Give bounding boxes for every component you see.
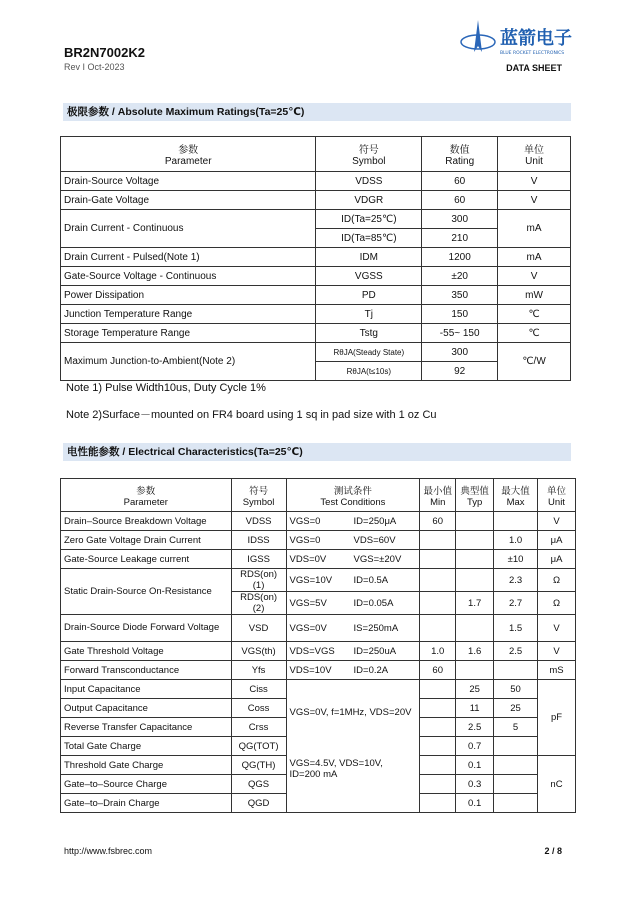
table-row xyxy=(61,512,576,531)
typ-cell xyxy=(456,512,494,531)
symbol-cell: RDS(on)(1) xyxy=(231,569,286,592)
typ-cell xyxy=(456,661,494,680)
param-cell: Static Drain-Source On-Resistance xyxy=(61,569,232,615)
max-cell: 2.3 xyxy=(494,569,538,592)
header-unit-en: Unit xyxy=(548,496,565,508)
symbol-cell: Crss xyxy=(231,718,286,737)
symbol-cell: VDSS xyxy=(316,172,422,191)
param-cell: Power Dissipation xyxy=(61,286,316,305)
table-row xyxy=(61,286,571,305)
condition-cell: VGS=0V, f=1MHz, VDS=20V VGS=4.5V, VDS=10V, ID=200 mA xyxy=(286,680,420,813)
param-cell: Gate Threshold Voltage xyxy=(61,642,232,661)
symbol-cell: RDS(on)(2) xyxy=(231,592,286,615)
header-param-cn: 参数 xyxy=(136,485,156,497)
typ-cell: 25 xyxy=(456,680,494,699)
param-cell: Zero Gate Voltage Drain Current xyxy=(61,531,232,550)
table-row xyxy=(61,615,576,642)
symbol-cell: Coss xyxy=(231,699,286,718)
unit-cell: μA xyxy=(538,550,576,569)
header-typ-cn: 典型值 xyxy=(460,485,489,497)
table-row xyxy=(61,343,571,362)
rating-cell: 1200 xyxy=(422,248,498,267)
table-header-row xyxy=(61,479,576,512)
symbol-cell: Yfs xyxy=(231,661,286,680)
typ-cell xyxy=(456,550,494,569)
condition-cell: VGS=0 ID=250μA xyxy=(286,512,420,531)
symbol-cell: VGS(th) xyxy=(231,642,286,661)
table-row xyxy=(61,661,576,680)
table-header-row xyxy=(61,137,571,172)
max-cell: 1.0 xyxy=(494,531,538,550)
param-cell: Forward Transconductance xyxy=(61,661,232,680)
unit-cell: V xyxy=(538,615,576,642)
param-cell: Total Gate Charge xyxy=(61,737,232,756)
unit-cell: ℃ xyxy=(498,324,571,343)
typ-cell xyxy=(456,531,494,550)
data-sheet-label: DATA SHEET xyxy=(506,63,562,73)
header-max-en: Max xyxy=(506,496,525,508)
max-cell: 1.5 xyxy=(494,615,538,642)
table-row xyxy=(61,172,571,191)
table-row xyxy=(61,550,576,569)
table-row xyxy=(61,680,576,699)
page-number: 2 / 8 xyxy=(544,846,562,856)
header-cond-en: Test Conditions xyxy=(320,496,386,508)
param-cell: Drain–Source Breakdown Voltage xyxy=(61,512,232,531)
symbol-cell: IGSS xyxy=(231,550,286,569)
symbol-cell: Ciss xyxy=(231,680,286,699)
table-row xyxy=(61,248,571,267)
typ-cell xyxy=(456,569,494,592)
rating-cell: 210 xyxy=(422,229,498,248)
header-sym-cn: 符号 xyxy=(358,145,379,156)
symbol-cell: VDGR xyxy=(316,191,422,210)
param-cell: Drain-Source Diode Forward Voltage xyxy=(61,615,232,642)
param-cell: Output Capacitance xyxy=(61,699,232,718)
param-cell: Input Capacitance xyxy=(61,680,232,699)
unit-cell: ℃/W xyxy=(498,343,571,381)
param-cell: Drain-Gate Voltage xyxy=(61,191,316,210)
header-unit-cn: 单位 xyxy=(547,485,567,497)
rating-cell: 60 xyxy=(422,191,498,210)
param-cell: Gate-Source Leakage current xyxy=(61,550,232,569)
rating-cell: 92 xyxy=(422,362,498,381)
header-rating-cn: 数值 xyxy=(449,145,470,156)
unit-cell: mA xyxy=(498,210,571,248)
symbol-cell: Tstg xyxy=(316,324,422,343)
min-cell: 60 xyxy=(420,512,456,531)
typ-cell: 11 xyxy=(456,699,494,718)
typ-cell: 1.6 xyxy=(456,642,494,661)
max-cell xyxy=(494,775,538,794)
param-cell: Drain-Source Voltage xyxy=(61,172,316,191)
param-cell: Drain Current - Pulsed(Note 1) xyxy=(61,248,316,267)
condition-cell: VDS=0V VGS=±20V xyxy=(286,550,420,569)
rating-cell: 300 xyxy=(422,343,498,362)
abs-max-section-title: 极限参数 / Absolute Maximum Ratings(Ta=25℃) xyxy=(63,103,571,121)
symbol-cell: ID(Ta=25℃) xyxy=(316,210,422,229)
min-cell xyxy=(420,550,456,569)
symbol-cell: QGS xyxy=(231,775,286,794)
header-cond-cn: 测试条件 xyxy=(333,485,372,497)
symbol-cell: QGD xyxy=(231,794,286,813)
param-cell: Gate–to–Source Charge xyxy=(61,775,232,794)
min-cell xyxy=(420,615,456,642)
param-cell: Maximum Junction-to-Ambient(Note 2) xyxy=(61,343,316,381)
condition-cell: VGS=5V ID=0.05A xyxy=(286,592,420,615)
table-row xyxy=(61,191,571,210)
condition-cell: VGS=10V ID=0.5A xyxy=(286,569,420,592)
max-cell: 5 xyxy=(494,718,538,737)
unit-cell: pF xyxy=(538,680,576,756)
rating-cell: 350 xyxy=(422,286,498,305)
typ-cell: 0.1 xyxy=(456,794,494,813)
max-cell xyxy=(494,794,538,813)
elec-table xyxy=(60,478,576,813)
max-cell xyxy=(494,661,538,680)
header-typ-en: Typ xyxy=(466,496,483,508)
param-cell: Reverse Transfer Capacitance xyxy=(61,718,232,737)
table-row xyxy=(61,642,576,661)
rating-cell: 60 xyxy=(422,172,498,191)
logo-subtext: BLUE ROCKET ELECTRONICS xyxy=(500,51,565,56)
note-2: Note 2)Surface－mounted on FR4 board using 1 sq in pad size with 1 oz Cu xyxy=(66,409,437,421)
part-number: BR2N7002K2 xyxy=(64,45,145,60)
min-cell: 1.0 xyxy=(420,642,456,661)
typ-cell xyxy=(456,615,494,642)
param-cell: Drain Current - Continuous xyxy=(61,210,316,248)
footer-url[interactable]: http://www.fsbrec.com xyxy=(64,846,153,856)
unit-cell: V xyxy=(498,191,571,210)
table-row xyxy=(61,210,571,229)
company-logo xyxy=(458,18,576,60)
typ-cell: 0.1 xyxy=(456,756,494,775)
header-min-cn: 最小值 xyxy=(423,485,452,497)
unit-cell: Ω xyxy=(538,592,576,615)
max-cell xyxy=(494,512,538,531)
symbol-cell: IDSS xyxy=(231,531,286,550)
symbol-cell: IDM xyxy=(316,248,422,267)
unit-cell: nC xyxy=(538,756,576,813)
unit-cell: V xyxy=(538,642,576,661)
min-cell xyxy=(420,569,456,592)
max-cell: 25 xyxy=(494,699,538,718)
header-unit-en: Unit xyxy=(525,156,543,167)
note-1: Note 1) Pulse Width10us, Duty Cycle 1% xyxy=(66,382,266,394)
condition-cell: VDS=VGS ID=250uA xyxy=(286,642,420,661)
typ-cell: 0.3 xyxy=(456,775,494,794)
header-param-en: Parameter xyxy=(123,496,168,508)
table-row xyxy=(61,324,571,343)
table-row xyxy=(61,569,576,592)
max-cell: 2.5 xyxy=(494,642,538,661)
logo-emblem-icon xyxy=(458,18,576,60)
symbol-cell: RθJA(t≤10s) xyxy=(316,362,422,381)
unit-cell: μA xyxy=(538,531,576,550)
symbol-cell: VGSS xyxy=(316,267,422,286)
max-cell: 2.7 xyxy=(494,592,538,615)
header-unit-cn: 单位 xyxy=(524,145,545,156)
param-cell: Storage Temperature Range xyxy=(61,324,316,343)
table-row xyxy=(61,531,576,550)
symbol-cell: QG(TH) xyxy=(231,756,286,775)
max-cell: 50 xyxy=(494,680,538,699)
unit-cell: mW xyxy=(498,286,571,305)
header-max-cn: 最大值 xyxy=(501,485,530,497)
param-cell: Threshold Gate Charge xyxy=(61,756,232,775)
symbol-cell: PD xyxy=(316,286,422,305)
rating-cell: ±20 xyxy=(422,267,498,286)
table-row xyxy=(61,267,571,286)
symbol-cell: VDSS xyxy=(231,512,286,531)
max-cell xyxy=(494,737,538,756)
param-cell: Junction Temperature Range xyxy=(61,305,316,324)
header-sym-en: Symbol xyxy=(242,496,275,508)
rating-cell: -55~ 150 xyxy=(422,324,498,343)
abs-max-table xyxy=(60,136,571,381)
elec-section-title: 电性能参数 / Electrical Characteristics(Ta=25℃) xyxy=(63,443,571,461)
header-rating-en: Rating xyxy=(445,156,475,167)
symbol-cell: RθJA(Steady State) xyxy=(316,343,422,362)
unit-cell: mA xyxy=(498,248,571,267)
condition-cell: VDS=10V ID=0.2A xyxy=(286,661,420,680)
header-sym-cn: 符号 xyxy=(249,485,269,497)
unit-cell: V xyxy=(498,267,571,286)
typ-cell: 1.7 xyxy=(456,592,494,615)
table-row xyxy=(61,305,571,324)
symbol-cell: QG(TOT) xyxy=(231,737,286,756)
header-sym-en: Symbol xyxy=(352,156,386,167)
revision: Rev I Oct-2023 xyxy=(64,62,125,72)
logo-text: 蓝箭电子 xyxy=(500,28,572,49)
max-cell: ±10 xyxy=(494,550,538,569)
unit-cell: Ω xyxy=(538,569,576,592)
typ-cell: 2.5 xyxy=(456,718,494,737)
param-cell: Gate–to–Drain Charge xyxy=(61,794,232,813)
max-cell xyxy=(494,756,538,775)
unit-cell: ℃ xyxy=(498,305,571,324)
typ-cell: 0.7 xyxy=(456,737,494,756)
header-param-en: Parameter xyxy=(164,156,212,167)
unit-cell: V xyxy=(538,512,576,531)
header-param-cn: 参数 xyxy=(178,145,199,156)
unit-cell: mS xyxy=(538,661,576,680)
unit-cell: V xyxy=(498,172,571,191)
rating-cell: 300 xyxy=(422,210,498,229)
header-min-en: Min xyxy=(430,496,446,508)
symbol-cell: Tj xyxy=(316,305,422,324)
condition-cell: VGS=0 VDS=60V xyxy=(286,531,420,550)
min-cell: 60 xyxy=(420,661,456,680)
symbol-cell: ID(Ta=85℃) xyxy=(316,229,422,248)
rating-cell: 150 xyxy=(422,305,498,324)
min-cell xyxy=(420,592,456,615)
param-cell: Gate-Source Voltage - Continuous xyxy=(61,267,316,286)
condition-cell: VGS=0V IS=250mA xyxy=(286,615,420,642)
symbol-cell: VSD xyxy=(231,615,286,642)
min-cell xyxy=(420,531,456,550)
